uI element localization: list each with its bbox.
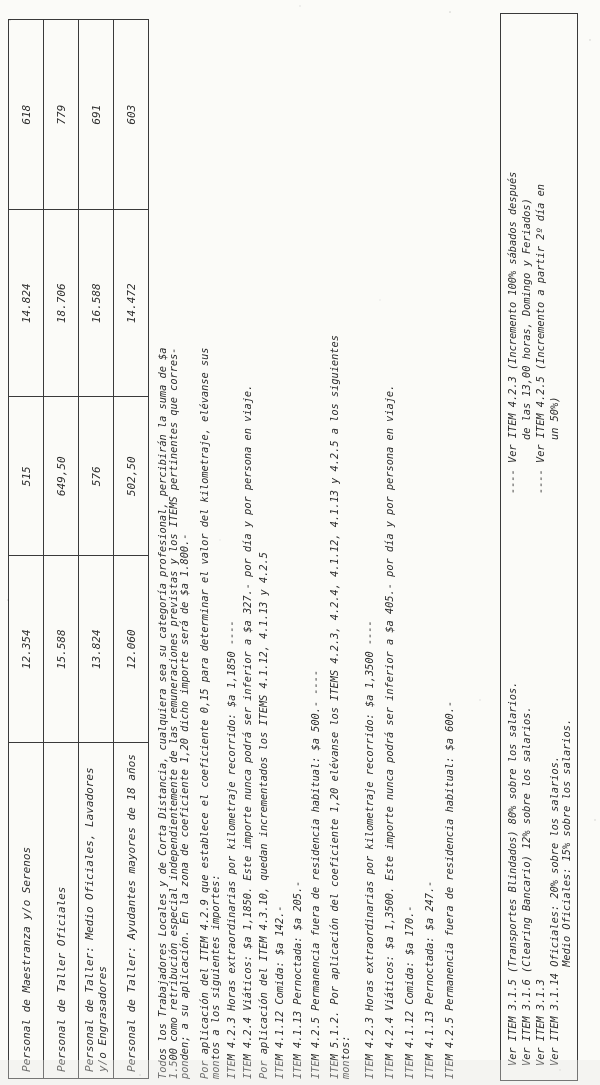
item-line: ITEM 4.2.4 Viáticos: $a 1,3500. Este importe nunca podrá ser inferior a $a 405.- por día y por persona en viaje. xyxy=(384,384,396,1079)
cell-value: 515 xyxy=(9,397,44,556)
cell-value: 779 xyxy=(44,20,79,210)
item-line: ITEM 4.2.5 Permanencia fuera de residencia habitual: $a 600.- xyxy=(444,700,456,1079)
coefficient-120-paragraph xyxy=(330,9,352,1079)
item-line: ITEM 4.1.12 Comida: $a 142.- xyxy=(274,905,286,1079)
reference-line: Ver ITEM 3.1.5 (Transportes Blindados) 80% sobre los salarios. xyxy=(507,681,519,1066)
table-row xyxy=(9,20,44,1079)
row-label: Personal de Taller: Medio Oficiales, Lavadores y/o Engrasadores xyxy=(79,743,114,1079)
item-line: ITEM 4.1.13 Pernoctada: $a 205.- xyxy=(292,880,304,1079)
item-line: ITEM 4.2.4 Viáticos: $a 1,1850. Este importe nunca podrá ser inferior a $a 327.- por día y por persona en viaje. xyxy=(242,384,254,1079)
reference-line: Ver ITEM 3.1.14 Oficiales: 20% sobre los salarios. xyxy=(549,756,561,1066)
references-box xyxy=(500,13,578,1081)
reference-line: de las 13,00 horas, Domingo y Feriados) xyxy=(521,198,533,440)
reference-line: ---- Ver ITEM 4.2.5 (Incremento a partir 2º día en xyxy=(535,184,547,494)
text-line: ponden; a su aplicación. En la zona de coeficiente 1,20 dicho importe será de $a 1.800.- xyxy=(179,533,191,1079)
cell-value: 16.588 xyxy=(79,210,114,397)
cell-value: 691 xyxy=(79,20,114,210)
reference-line: Ver ITEM 3.1.3 xyxy=(535,979,547,1066)
row-label: Personal de Taller Oficiales xyxy=(44,743,79,1079)
item-line: ITEM 4.2.3 Horas extraordinarias por kilometraje recorrido: $a 1,1850 ---- xyxy=(226,620,238,1079)
table-row xyxy=(79,20,114,1079)
cell-value: 13.824 xyxy=(79,556,114,743)
cell-value: 12.060 xyxy=(114,556,149,743)
item-line: ITEM 4.1.12 Comida: $a 170.- xyxy=(404,905,416,1079)
table-row xyxy=(44,20,79,1079)
cell-value: 15.588 xyxy=(44,556,79,743)
reference-line: Medio Oficiales: 15% sobre los salarios. xyxy=(561,718,573,1066)
text-line: 1.500 como retribución especial independientemente de las remuneraciones previstas y los ITEMS pertinentes que corres- xyxy=(168,347,180,1079)
cell-value: 502,50 xyxy=(114,397,149,556)
cell-value: 576 xyxy=(79,397,114,556)
reference-line: Ver ITEM 3.1.6 (Clearing Bancario) 12% sobre los salarios. xyxy=(521,706,533,1066)
row-label: Personal de Maestranza y/o Serenos xyxy=(9,743,44,1079)
text-line: montos a los siguientes importes: xyxy=(210,874,222,1079)
coefficient-paragraph xyxy=(200,9,222,1079)
text-line: montos: xyxy=(340,1035,352,1079)
cell-value: 649,50 xyxy=(44,397,79,556)
row-label: Personal de Taller: Ayudantes mayores de 18 años xyxy=(114,743,149,1079)
intro-paragraph xyxy=(158,9,191,1079)
cell-value: 603 xyxy=(114,20,149,210)
cell-value: 618 xyxy=(9,20,44,210)
item-line: ITEM 4.2.5 Permanencia fuera de residencia habitual: $a 500.- ---- xyxy=(310,669,322,1079)
text-line: ITEM 5.1.2. Por aplicación del coeficiente 1,20 elévanse los ITEMS 4.2.3, 4.2.4, 4.1.12, 4.1.13 y 4.2.5 a los siguientes xyxy=(329,335,341,1079)
item-line: Por aplicación del ITEM 4.3.10, quedan incrementados los ITEMS 4.1.12, 4.1.13 y 4.2.5 xyxy=(258,552,270,1079)
cell-value: 14.824 xyxy=(9,210,44,397)
item-line: ITEM 4.2.3 Horas extraordinarias por kilometraje recorrido: $a 1,3500 ---- xyxy=(364,620,376,1079)
reference-line: un 50%) xyxy=(549,396,561,440)
table-row xyxy=(114,20,149,1079)
cell-value: 18.706 xyxy=(44,210,79,397)
reference-line: ---- Ver ITEM 4.2.3 (Incremento 100% sábados después xyxy=(507,171,519,494)
item-line: ITEM 4.1.13 Pernoctada: $a 247.- xyxy=(424,880,436,1079)
text-line: Por aplicación del ITEM 4.2.9 que establece el coeficiente 0,15 para determinar el valor del kilometraje, elévanse sus xyxy=(199,347,211,1079)
cell-value: 14.472 xyxy=(114,210,149,397)
personnel-salary-table xyxy=(8,19,149,1079)
cell-value: 12.354 xyxy=(9,556,44,743)
text-line: Todos los Trabajadores Locales y de Corta Distancia, cualquiera sea su categoría profesional, percibirán la suma de $a xyxy=(157,347,169,1079)
